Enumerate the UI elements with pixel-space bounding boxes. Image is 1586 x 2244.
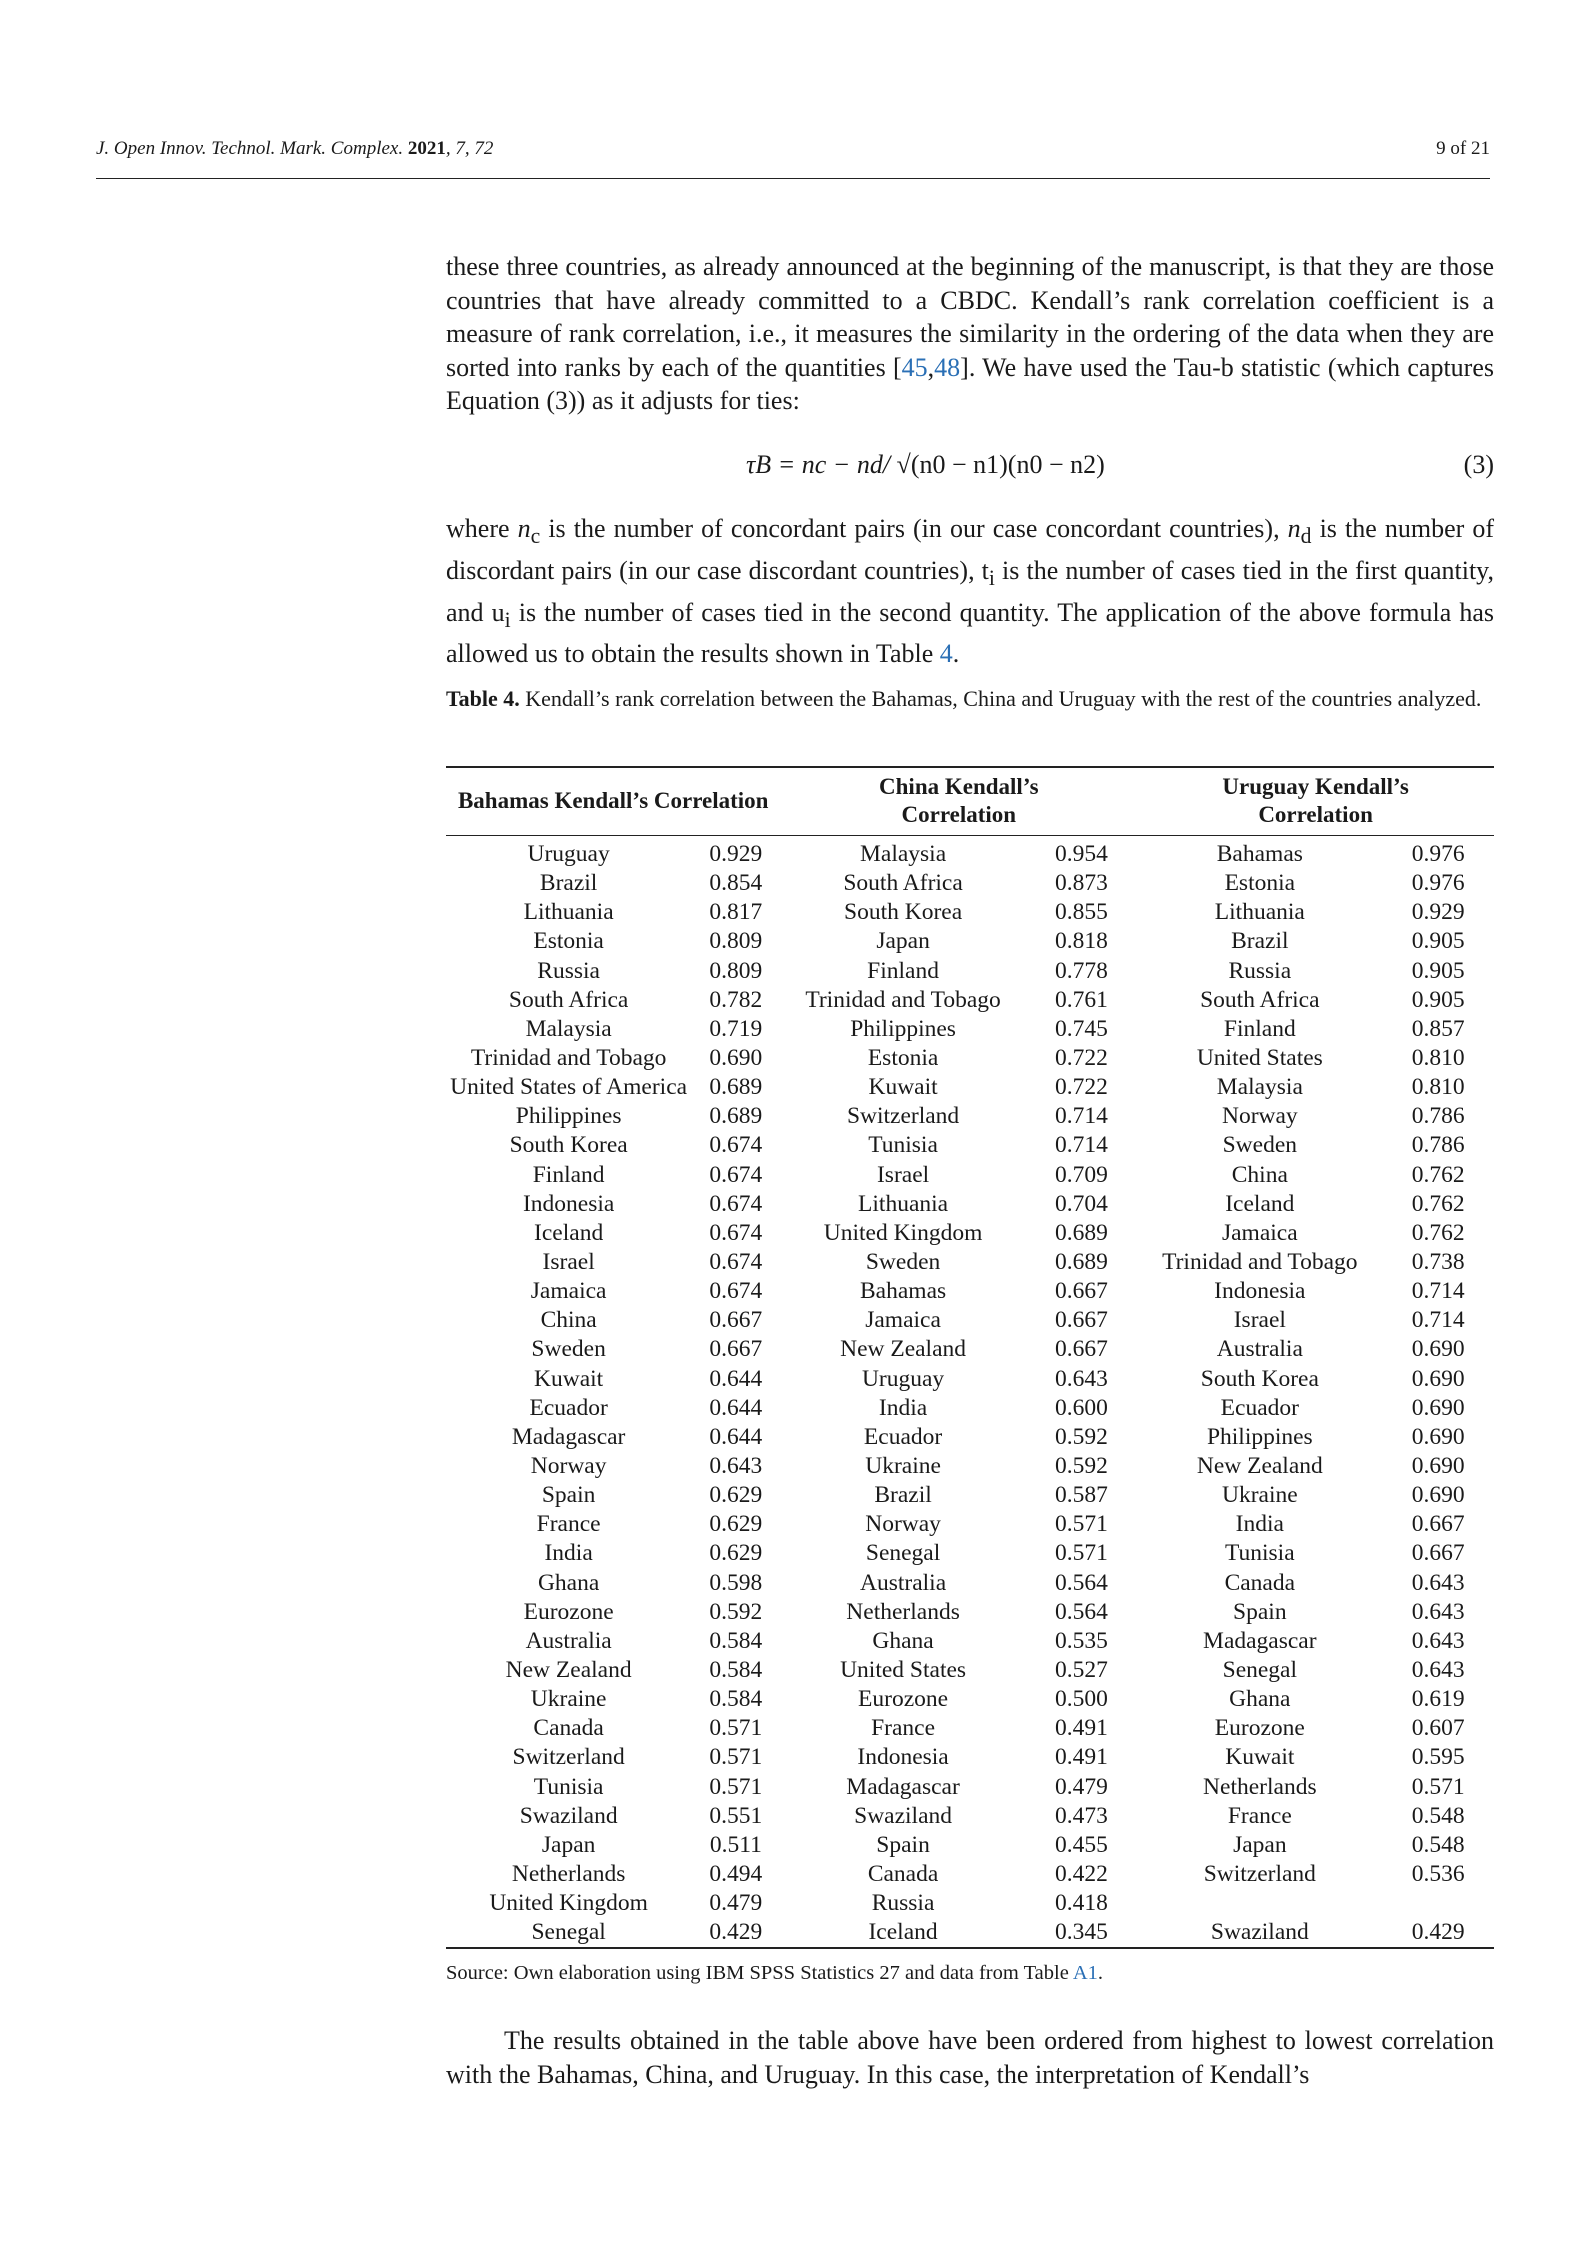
table-row: [446, 1277, 1494, 1306]
uruguay-country-cell: Estonia: [1224, 870, 1296, 897]
uruguay-value-cell: 0.786: [1411, 1132, 1465, 1159]
bahamas-value-cell: 0.854: [709, 870, 763, 897]
table-row: [446, 986, 1494, 1015]
bahamas-country-cell: Eurozone: [523, 1598, 614, 1625]
china-country-cell: Norway: [865, 1511, 941, 1538]
uruguay-column-header: Uruguay Kendall’s Correlation: [1137, 767, 1494, 836]
uruguay-country-cell: South Korea: [1200, 1365, 1319, 1392]
table-row: [446, 1860, 1494, 1889]
table-row: [446, 869, 1494, 898]
china-value-cell: 0.689: [1055, 1249, 1108, 1276]
uruguay-value-cell: 0.643: [1411, 1627, 1465, 1654]
china-value-cell: 0.592: [1055, 1453, 1108, 1480]
bahamas-country-cell: Lithuania: [523, 899, 614, 926]
bahamas-value-cell: 0.674: [709, 1278, 763, 1305]
uruguay-value-cell: 0.762: [1411, 1161, 1465, 1188]
china-country-cell: Russia: [871, 1890, 935, 1917]
uruguay-country-cell: France: [1227, 1802, 1292, 1829]
china-country-cell: Netherlands: [846, 1598, 960, 1625]
uruguay-value-cell: 0.571: [1411, 1773, 1465, 1800]
china-value-cell: 0.473: [1055, 1802, 1108, 1829]
equation-3: [446, 450, 1494, 490]
china-value-cell: 0.564: [1055, 1598, 1108, 1625]
bahamas-value-cell: 0.571: [709, 1715, 763, 1742]
uruguay-country-cell: Senegal: [1222, 1657, 1298, 1683]
bahamas-country-cell: France: [536, 1511, 601, 1538]
china-value-cell: 0.709: [1055, 1161, 1108, 1188]
china-value-cell: 0.491: [1055, 1744, 1108, 1771]
uruguay-value-cell: 0.548: [1411, 1831, 1465, 1858]
bahamas-country-cell: Switzerland: [512, 1744, 625, 1771]
china-value-cell: 0.422: [1055, 1860, 1108, 1887]
uruguay-country-cell: Norway: [1221, 1103, 1298, 1130]
uruguay-value-cell: 0.643: [1411, 1657, 1465, 1683]
china-country-cell: Brazil: [874, 1482, 932, 1509]
table-row: [446, 1306, 1494, 1335]
china-value-cell: 0.714: [1055, 1132, 1108, 1159]
china-value-cell: 0.600: [1055, 1394, 1108, 1421]
uruguay-value-cell: 0.976: [1411, 870, 1465, 897]
uruguay-value-cell: 0.690: [1411, 1394, 1465, 1421]
bahamas-country-cell: Uruguay: [527, 841, 610, 868]
china-value-cell: 0.667: [1055, 1278, 1108, 1305]
bahamas-value-cell: 0.817: [709, 899, 763, 926]
china-value-cell: 0.587: [1055, 1482, 1108, 1509]
equation-number: (3): [1463, 450, 1494, 479]
uruguay-value-cell: 0.810: [1411, 1074, 1465, 1101]
uruguay-country-cell: Ukraine: [1221, 1482, 1298, 1509]
china-country-cell: Madagascar: [846, 1773, 960, 1800]
bahamas-country-cell: Finland: [532, 1161, 605, 1188]
bahamas-value-cell: 0.644: [709, 1365, 763, 1392]
china-country-cell: Uruguay: [861, 1365, 945, 1392]
uruguay-country-cell: New Zealand: [1196, 1453, 1323, 1480]
china-country-cell: South Africa: [843, 870, 963, 897]
uruguay-country-cell: Kuwait: [1225, 1744, 1295, 1771]
bahamas-value-cell: 0.571: [709, 1744, 763, 1771]
china-country-cell: South Korea: [844, 899, 963, 926]
table-row: [446, 1423, 1494, 1452]
uruguay-value-cell: 0.976: [1411, 841, 1465, 868]
table-row: [446, 1131, 1494, 1160]
uruguay-value-cell: 0.929: [1411, 899, 1465, 926]
uruguay-value-cell: 0.905: [1411, 928, 1465, 955]
china-value-cell: 0.479: [1055, 1773, 1108, 1800]
table-row: [446, 1335, 1494, 1364]
table-row: [446, 1510, 1494, 1539]
uruguay-country-cell: Tunisia: [1224, 1540, 1295, 1567]
table-source-note: Source: Own elaboration using IBM SPSS Statistics 27 and data from Table A1.: [446, 1962, 1103, 1984]
bahamas-value-cell: 0.584: [709, 1657, 763, 1683]
bahamas-value-cell: 0.511: [709, 1831, 762, 1858]
china-value-cell: 0.855: [1055, 899, 1108, 926]
china-country-cell: Senegal: [865, 1540, 941, 1567]
table-row: [446, 1569, 1494, 1598]
china-value-cell: 0.873: [1055, 870, 1108, 897]
bahamas-value-cell: 0.629: [709, 1482, 763, 1509]
table-row: [446, 1365, 1494, 1394]
bahamas-value-cell: 0.809: [709, 928, 763, 955]
sqrt-symbol: √: [896, 450, 911, 479]
bahamas-country-cell: China: [540, 1307, 597, 1334]
uruguay-value-cell: 0.690: [1411, 1453, 1465, 1480]
china-value-cell: 0.571: [1055, 1511, 1108, 1538]
table-row: [446, 1015, 1494, 1044]
bahamas-country-cell: Australia: [525, 1627, 612, 1654]
china-country-cell: Spain: [876, 1831, 930, 1858]
bahamas-value-cell: 0.667: [709, 1307, 763, 1334]
bahamas-country-cell: Madagascar: [511, 1423, 626, 1450]
bahamas-country-cell: Senegal: [446, 1918, 691, 1948]
china-value-cell: 0.722: [1055, 1074, 1108, 1101]
china-value-cell: 0.689: [1055, 1219, 1108, 1246]
appendix-table-link[interactable]: A1: [1072, 1962, 1098, 1984]
uruguay-value-cell: 0.762: [1411, 1190, 1465, 1217]
bahamas-value-cell: 0.644: [709, 1423, 763, 1450]
bahamas-value-cell: 0.667: [709, 1336, 763, 1363]
table-row: [446, 1685, 1494, 1714]
bahamas-value-cell: 0.598: [709, 1569, 763, 1596]
table-reference-link[interactable]: 4: [939, 639, 953, 669]
uruguay-value-cell: 0.714: [1411, 1307, 1465, 1334]
china-value-cell: 0.571: [1055, 1540, 1108, 1567]
bahamas-country-cell: New Zealand: [505, 1657, 632, 1683]
table-body: [446, 836, 1494, 1949]
closing-paragraph: The results obtained in the table above have been ordered from highest to lowest correlation with the Bahamas, China, and Uruguay. In this case, the interpretation of Kendall’s: [446, 2026, 1494, 2089]
table-row: [446, 1598, 1494, 1627]
bahamas-country-cell: Malaysia: [525, 1015, 612, 1042]
uruguay-value-cell: 0.762: [1411, 1219, 1465, 1246]
uruguay-value-cell: 0.905: [1411, 957, 1465, 984]
china-country-cell: Ecuador: [863, 1423, 943, 1450]
uruguay-country-cell: Brazil: [1231, 928, 1289, 955]
china-value-cell: 0.455: [1055, 1831, 1108, 1858]
uruguay-value-cell: 0.810: [1411, 1045, 1465, 1072]
bahamas-value-cell: 0.629: [709, 1540, 763, 1567]
uruguay-country-cell: Malaysia: [1216, 1074, 1303, 1101]
table-row: [446, 1248, 1494, 1277]
china-country-cell: Swaziland: [854, 1802, 953, 1829]
bahamas-country-cell: Norway: [530, 1453, 607, 1480]
china-country-cell: United Kingdom: [823, 1219, 983, 1246]
bahamas-value-cell: 0.809: [709, 957, 763, 984]
bahamas-country-cell: Estonia: [533, 928, 604, 955]
china-value-cell: 0.745: [1055, 1015, 1108, 1042]
china-value-cell: 0.818: [1055, 928, 1108, 955]
uruguay-country-cell: Bahamas: [1216, 841, 1303, 868]
bahamas-value-cell: 0.429: [691, 1918, 780, 1948]
bahamas-country-cell: South Africa: [508, 986, 629, 1013]
uruguay-country-cell: Russia: [1228, 957, 1292, 984]
table-row: [446, 1073, 1494, 1102]
uruguay-value-cell: [1382, 1889, 1494, 1918]
china-value-cell: 0.667: [1055, 1336, 1108, 1363]
bahamas-country-cell: Canada: [533, 1715, 604, 1742]
bahamas-country-cell: Ghana: [537, 1569, 600, 1596]
uruguay-country-cell: Israel: [1233, 1307, 1286, 1334]
uruguay-country-cell: Madagascar: [1203, 1627, 1317, 1654]
bahamas-country-cell: Tunisia: [533, 1773, 604, 1800]
table-row: [446, 1918, 1494, 1948]
uruguay-country-cell: Indonesia: [1214, 1278, 1306, 1305]
uruguay-country-cell: Trinidad and Tobago: [1162, 1249, 1358, 1276]
uruguay-country-cell: Sweden: [1222, 1132, 1298, 1159]
uruguay-country-cell: United States: [1196, 1045, 1323, 1072]
tau-b-formula: τB = nc − nd/ √(n0 − n1)(n0 − n2): [746, 450, 1105, 479]
citation-link[interactable]: 48: [934, 352, 961, 382]
uruguay-country-cell: [1137, 1889, 1382, 1918]
uruguay-country-cell: Lithuania: [1214, 899, 1305, 926]
uruguay-country-cell: China: [1231, 1161, 1288, 1188]
table-row: [446, 957, 1494, 986]
uruguay-country-cell: Japan: [1233, 1831, 1287, 1858]
china-value-cell: 0.643: [1055, 1365, 1108, 1392]
china-country-cell: Tunisia: [868, 1132, 938, 1159]
uruguay-country-cell: Finland: [1223, 1015, 1296, 1042]
bahamas-country-cell: Ecuador: [529, 1394, 608, 1421]
bahamas-value-cell: 0.689: [709, 1074, 763, 1101]
uruguay-country-cell: Ghana: [1229, 1686, 1291, 1713]
bahamas-country-cell: Indonesia: [522, 1190, 615, 1217]
uruguay-country-cell: Netherlands: [1203, 1773, 1317, 1800]
bahamas-value-cell: 0.479: [709, 1890, 763, 1917]
journal-citation: J. Open Innov. Technol. Mark. Complex. 2021, 7, 72: [96, 138, 494, 159]
uruguay-country-cell: Canada: [1224, 1569, 1296, 1596]
china-country-cell: Trinidad and Tobago: [805, 986, 1001, 1013]
table-header-row: [446, 767, 1494, 836]
china-country-cell: Estonia: [867, 1045, 939, 1072]
bahamas-country-cell: Russia: [537, 957, 600, 984]
table-row: [446, 1190, 1494, 1219]
bahamas-value-cell: 0.674: [709, 1132, 763, 1159]
bahamas-value-cell: 0.689: [709, 1103, 763, 1130]
bahamas-value-cell: 0.551: [709, 1802, 763, 1829]
bahamas-country-cell: Swaziland: [519, 1802, 618, 1829]
bahamas-country-cell: Iceland: [534, 1219, 604, 1246]
bahamas-value-cell: 0.674: [709, 1219, 763, 1246]
uruguay-value-cell: 0.690: [1411, 1336, 1465, 1363]
bahamas-country-cell: United States of America: [450, 1074, 688, 1101]
bahamas-country-cell: Japan: [541, 1831, 596, 1858]
bahamas-country-cell: Trinidad and Tobago: [470, 1045, 667, 1072]
uruguay-value-cell: 0.667: [1411, 1511, 1465, 1538]
china-country-cell: Jamaica: [865, 1307, 941, 1334]
running-header: [96, 138, 1490, 179]
china-country-cell: France: [871, 1715, 936, 1742]
china-country-cell: Kuwait: [868, 1074, 938, 1101]
china-country-cell: Lithuania: [858, 1190, 949, 1217]
table-row: [446, 1714, 1494, 1743]
bahamas-country-cell: Philippines: [515, 1103, 622, 1130]
uruguay-value-cell: 0.595: [1411, 1744, 1465, 1771]
uruguay-country-cell: South Africa: [1200, 986, 1320, 1013]
china-value-cell: 0.722: [1055, 1045, 1108, 1072]
where-paragraph: where $n_c$ is the number of concordant pairs (in our case concordant countries), $n_d$ is the number of discordant pairs (in our case discordant countries), $t_i$ is the number of cases tied in the first quantity, and $u_i$ is the number of cases tied in the second quantity. The application of the above formula has allowed us to obtain the results shown in Table 4.: [446, 514, 1495, 669]
bahamas-value-cell: 0.494: [709, 1860, 763, 1887]
bahamas-country-cell: Brazil: [539, 870, 598, 897]
uruguay-country-cell: Switzerland: [1203, 1860, 1316, 1887]
uruguay-country-cell: India: [1235, 1511, 1284, 1538]
bahamas-country-cell: Ukraine: [530, 1686, 607, 1713]
china-country-cell: Switzerland: [846, 1103, 960, 1130]
table-row: [446, 1539, 1494, 1568]
uruguay-value-cell: 0.905: [1411, 986, 1465, 1013]
china-value-cell: 0.535: [1055, 1627, 1108, 1654]
china-value-cell: 0.704: [1055, 1190, 1108, 1217]
china-country-cell: Canada: [867, 1860, 939, 1887]
bahamas-value-cell: 0.571: [709, 1773, 763, 1800]
bahamas-value-cell: 0.719: [709, 1015, 763, 1042]
table-row: [446, 1044, 1494, 1073]
table-row: [446, 1773, 1494, 1802]
uruguay-value-cell: 0.690: [1411, 1423, 1465, 1450]
uruguay-value-cell: 0.738: [1411, 1249, 1465, 1276]
china-value-cell: 0.418: [1055, 1890, 1108, 1917]
bahamas-country-cell: Israel: [542, 1249, 595, 1276]
bahamas-value-cell: 0.592: [709, 1598, 763, 1625]
uruguay-value-cell: 0.667: [1411, 1540, 1465, 1567]
china-country-cell: New Zealand: [840, 1336, 967, 1363]
china-country-cell: Israel: [876, 1161, 930, 1188]
china-country-cell: India: [878, 1394, 928, 1421]
bahamas-value-cell: 0.584: [709, 1686, 763, 1713]
table-row: [446, 1831, 1494, 1860]
table-row: [446, 1656, 1494, 1685]
china-value-cell: 0.527: [1055, 1657, 1108, 1683]
china-country-cell: Japan: [876, 928, 930, 955]
bahamas-value-cell: 0.782: [709, 986, 763, 1013]
table-row: [446, 1889, 1494, 1918]
bahamas-column-header: Bahamas Kendall’s Correlation: [446, 767, 780, 836]
china-country-cell: Ukraine: [865, 1453, 941, 1480]
china-value-cell: 0.778: [1055, 957, 1108, 984]
uruguay-country-cell: Spain: [1233, 1598, 1287, 1625]
bahamas-value-cell: 0.674: [709, 1249, 763, 1276]
bahamas-value-cell: 0.674: [709, 1161, 763, 1188]
table-row: [446, 1452, 1494, 1481]
table-row: [446, 927, 1494, 956]
china-country-cell: Indonesia: [857, 1744, 949, 1771]
china-value-cell: 0.564: [1055, 1569, 1108, 1596]
table-row: [446, 1627, 1494, 1656]
table-row: [446, 836, 1494, 870]
uruguay-value-cell: 0.643: [1411, 1598, 1465, 1625]
page-number: 9 of 21: [1436, 138, 1490, 159]
table-row: [446, 1161, 1494, 1190]
uruguay-country-cell: Ecuador: [1220, 1394, 1299, 1421]
china-value-cell: 0.592: [1055, 1423, 1108, 1450]
uruguay-value-cell: 0.690: [1411, 1482, 1465, 1509]
china-value-cell: 0.500: [1055, 1686, 1108, 1713]
bahamas-value-cell: 0.629: [709, 1511, 763, 1538]
china-country-cell: Australia: [860, 1569, 947, 1596]
china-value-cell: 0.667: [1055, 1307, 1108, 1334]
china-country-cell: Sweden: [865, 1249, 941, 1276]
bahamas-country-cell: United Kingdom: [489, 1890, 648, 1917]
uruguay-country-cell: Iceland: [1225, 1190, 1295, 1217]
bahamas-country-cell: India: [544, 1540, 593, 1567]
china-country-cell: Finland: [867, 957, 939, 984]
bahamas-country-cell: Sweden: [531, 1336, 606, 1363]
bahamas-country-cell: Kuwait: [534, 1365, 604, 1392]
table-row: [446, 1802, 1494, 1831]
bahamas-value-cell: 0.690: [709, 1045, 763, 1072]
uruguay-value-cell: 0.607: [1411, 1715, 1465, 1742]
uruguay-value-cell: 0.643: [1411, 1569, 1465, 1596]
china-country-cell: Iceland: [780, 1918, 1025, 1948]
uruguay-value-cell: 0.619: [1411, 1686, 1465, 1713]
uruguay-value-cell: 0.548: [1411, 1802, 1465, 1829]
table-row: [446, 898, 1494, 927]
uruguay-value-cell: 0.690: [1411, 1365, 1465, 1392]
uruguay-value-cell: 0.857: [1411, 1015, 1465, 1042]
china-country-cell: Ghana: [872, 1627, 934, 1654]
bahamas-value-cell: 0.643: [709, 1453, 763, 1480]
uruguay-country-cell: Philippines: [1206, 1423, 1313, 1450]
uruguay-country-cell: Jamaica: [1221, 1219, 1298, 1246]
bahamas-value-cell: 0.929: [709, 841, 763, 868]
table-row: [446, 1394, 1494, 1423]
china-country-cell: Philippines: [850, 1015, 956, 1042]
china-country-cell: Malaysia: [860, 841, 947, 868]
table-row: [446, 1219, 1494, 1248]
china-value-cell: 0.954: [1055, 841, 1108, 868]
bahamas-value-cell: 0.584: [709, 1627, 763, 1654]
china-value-cell: 0.345: [1026, 1918, 1137, 1948]
bahamas-country-cell: Jamaica: [530, 1278, 607, 1305]
bahamas-value-cell: 0.674: [709, 1190, 763, 1217]
bahamas-country-cell: Spain: [541, 1482, 596, 1509]
table-row: [446, 1481, 1494, 1510]
uruguay-country-cell: Eurozone: [1214, 1715, 1305, 1742]
table-row: [446, 1743, 1494, 1772]
uruguay-value-cell: 0.714: [1411, 1278, 1465, 1305]
china-country-cell: United States: [840, 1657, 967, 1683]
china-column-header: China Kendall’s Correlation: [780, 767, 1137, 836]
uruguay-value-cell: 0.429: [1382, 1918, 1494, 1948]
china-value-cell: 0.761: [1055, 986, 1108, 1013]
bahamas-country-cell: South Korea: [509, 1132, 628, 1159]
uruguay-country-cell: Swaziland: [1137, 1918, 1382, 1948]
bahamas-value-cell: 0.644: [709, 1394, 763, 1421]
china-value-cell: 0.491: [1055, 1715, 1108, 1742]
kendall-correlation-table: [446, 766, 1494, 1949]
china-country-cell: Bahamas: [860, 1278, 947, 1305]
citation-link[interactable]: 45: [901, 352, 928, 382]
china-country-cell: Eurozone: [858, 1686, 949, 1713]
table-row: [446, 1102, 1494, 1131]
china-value-cell: 0.714: [1055, 1103, 1108, 1130]
uruguay-country-cell: Australia: [1216, 1336, 1303, 1363]
bahamas-country-cell: Netherlands: [511, 1860, 626, 1887]
uruguay-value-cell: 0.786: [1411, 1103, 1465, 1130]
uruguay-value-cell: 0.536: [1411, 1860, 1465, 1887]
intro-paragraph: these three countries, as already announced at the beginning of the manuscript, is that they are those countries that have already committed to a CBDC. Kendall’s rank correlation coefficient is a measure of rank correlation, i.e., it measures the similarity in the ordering of the data when they are sorted into ranks by each of the quantities [45,48]. We have used the Tau-b statistic (which captures Equation (3)) as it adjusts for ties:: [446, 252, 1494, 416]
table-caption: Table 4. Kendall’s rank correlation between the Bahamas, China and Uruguay with the rest of the countries analyzed.: [446, 686, 1482, 711]
